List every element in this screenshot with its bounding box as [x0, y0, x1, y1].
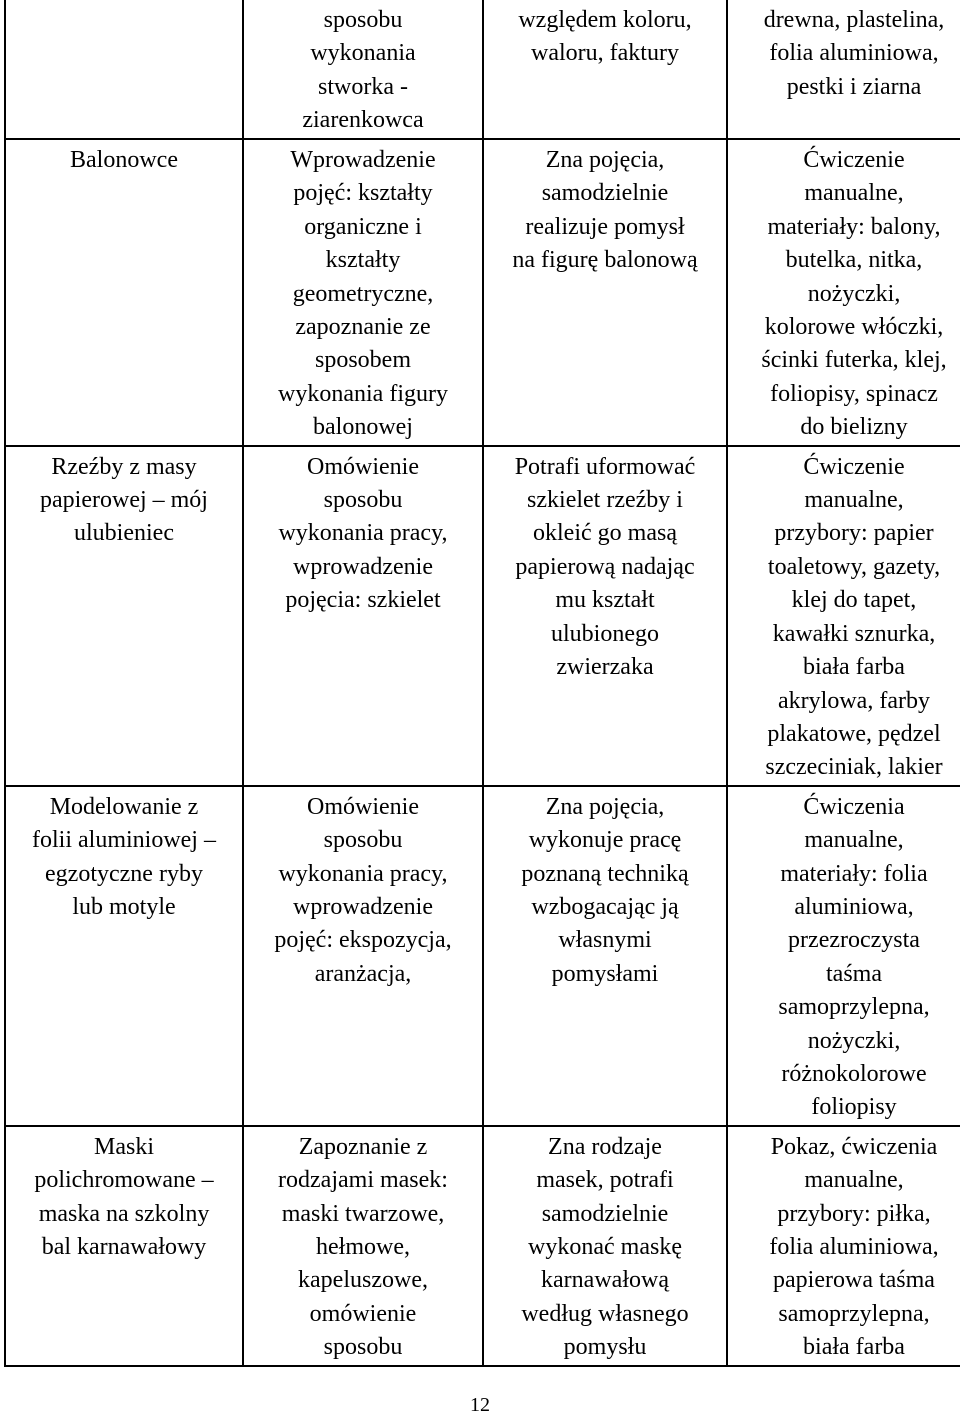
topic-cell: Maski polichromowane – maska na szkolny bal karnawałowy — [5, 1126, 243, 1366]
topic-cell: Modelowanie z folii aluminiowej – egzotyczne ryby lub motyle — [5, 786, 243, 1126]
table-row — [5, 0, 960, 139]
content-cell: Wprowadzenie pojęć: kształty organiczne i kształty geometryczne, zapoznanie ze sposobem wykonania figury balonowej — [243, 139, 483, 446]
achievements-cell: Potrafi uformować szkielet rzeźby i okleić go masą papierową nadając mu kształt ulubionego zwierzaka — [483, 446, 727, 786]
achievements-cell: względem koloru, waloru, faktury — [483, 0, 727, 139]
achievements-cell: Zna rodzaje masek, potrafi samodzielnie wykonać maskę karnawałową według własnego pomysłu — [483, 1126, 727, 1366]
page-number: 12 — [470, 1394, 490, 1416]
methods-cell: Ćwiczenie manualne, przybory: papier toaletowy, gazety, klej do tapet, kawałki sznurka, biała farba akrylowa, farby plakatowe, pędzel szczeciniak, lakier — [727, 446, 960, 786]
content-cell: Omówienie sposobu wykonania pracy, wprowadzenie pojęć: ekspozycja, aranżacja, — [243, 786, 483, 1126]
table-row — [5, 1126, 960, 1366]
methods-cell: drewna, plastelina, folia aluminiowa, pestki i ziarna — [727, 0, 960, 139]
methods-cell: Ćwiczenie manualne, materiały: balony, butelka, nitka, nożyczki, kolorowe włóczki, ścinki futerka, klej, foliopisy, spinacz do bielizny — [727, 139, 960, 446]
content-cell: Zapoznanie z rodzajami masek: maski twarzowe, hełmowe, kapeluszowe, omówienie sposobu — [243, 1126, 483, 1366]
table-row — [5, 139, 960, 446]
content-cell: Omówienie sposobu wykonania pracy, wprowadzenie pojęcia: szkielet — [243, 446, 483, 786]
topic-cell: Balonowce — [5, 139, 243, 446]
methods-cell: Ćwiczenia manualne, materiały: folia aluminiowa, przezroczysta taśma samoprzylepna, nożyczki, różnokolorowe foliopisy — [727, 786, 960, 1126]
content-cell: sposobu wykonania stworka - ziarenkowca — [243, 0, 483, 139]
table-row — [5, 446, 960, 786]
topic-cell: Rzeźby z masy papierowej – mój ulubieniec — [5, 446, 243, 786]
lesson-plan-table — [4, 0, 960, 1367]
topic-cell — [5, 0, 243, 139]
achievements-cell: Zna pojęcia, samodzielnie realizuje pomysł na figurę balonową — [483, 139, 727, 446]
table-row — [5, 786, 960, 1126]
achievements-cell: Zna pojęcia, wykonuje pracę poznaną techniką wzbogacając ją własnymi pomysłami — [483, 786, 727, 1126]
methods-cell: Pokaz, ćwiczenia manualne, przybory: piłka, folia aluminiowa, papierowa taśma samoprzylepna, biała farba — [727, 1126, 960, 1366]
